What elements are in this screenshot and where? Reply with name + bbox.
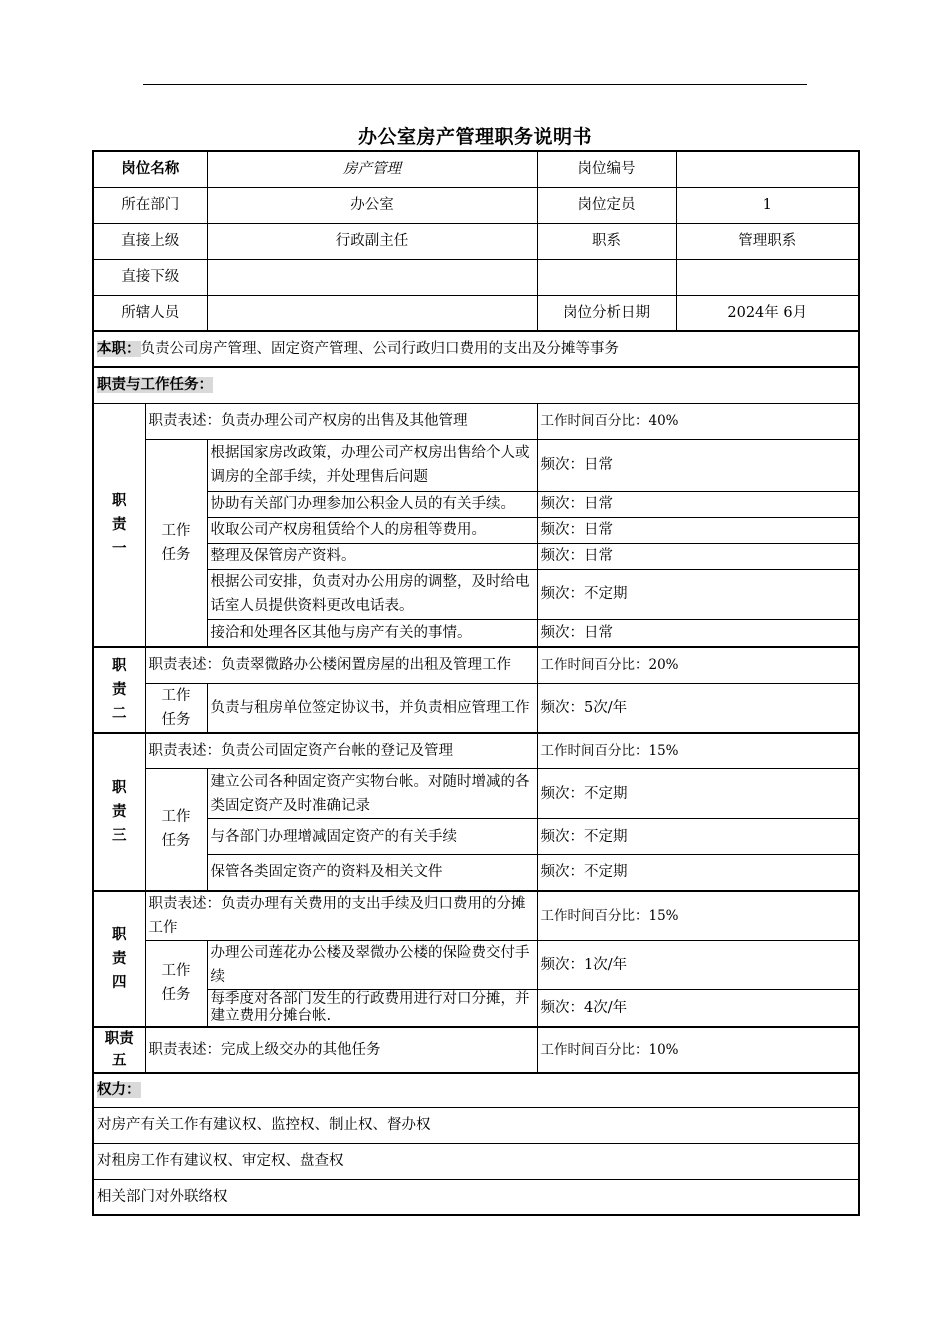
duty-1-task-2-freq: 频次：日常 [537,491,859,517]
duty-1-task-1 [93,439,859,491]
duty-3-label: 职责三 [93,733,145,891]
duty-2-label: 职责二 [93,647,145,733]
row-core-duty [93,331,859,367]
duty-1-task-5-freq: 频次：不定期 [537,569,859,619]
superior-value: 行政副主任 [207,223,537,259]
duty-3-task-3-freq: 频次：不定期 [537,855,859,891]
job-description-sheet [92,150,858,1216]
duty-1-task-3-text: 收取公司产权房租赁给个人的房租等费用。 [207,517,537,543]
authority-heading: 权力： [97,1082,141,1099]
authority-item-row [93,1107,859,1143]
duty-4-task-2 [93,989,859,1027]
job-description-table [92,150,860,1216]
authority-item-row [93,1179,859,1215]
duty-4-task-1-freq: 频次：1次/年 [537,940,859,989]
row-subordinate [93,259,859,295]
duty-1-task-6-freq: 频次：日常 [537,619,859,647]
duty-1-task-5-text: 根据公司安排，负责对办公用房的调整，及时给电话室人员提供资料更改电话表。 [207,569,537,619]
position-name-label: 岗位名称 [93,151,207,187]
duty-3-desc: 职责表述：负责公司固定资产台帐的登记及管理 [145,733,537,769]
row-staff [93,295,859,331]
authority-heading-row [93,1073,859,1107]
duty-4-task-label: 工作任务 [145,940,207,1027]
duty-3-task-3-text: 保管各类固定资产的资料及相关文件 [207,855,537,891]
duty-4-desc-row [93,891,859,941]
dept-value: 办公室 [207,187,537,223]
analysis-date-label: 岗位分析日期 [537,295,676,331]
duty-1-task-3 [93,517,859,543]
duty-3-task-2 [93,819,859,855]
core-duty-label: 本职： [97,341,141,357]
row-dept [93,187,859,223]
duty-3-desc-row [93,733,859,769]
headcount-value: 1 [676,187,859,223]
duty-1-desc: 职责表述：负责办理公司产权房的出售及其他管理 [145,403,537,439]
duty-1-task-1-text: 根据国家房改政策，办理公司产权房出售给个人或调房的全部手续，并处理售后问题 [207,439,537,491]
duty-3-task-2-text: 与各部门办理增减固定资产的有关手续 [207,819,537,855]
duty-1-task-6 [93,619,859,647]
subordinate-label: 直接下级 [93,259,207,295]
duty-2-desc-row [93,647,859,683]
row-position-name [93,151,859,187]
authority-item-3: 相关部门对外联络权 [93,1179,859,1215]
staff-value [207,295,537,331]
duty-3-task-label: 工作任务 [145,769,207,891]
duty-4-desc: 职责表述：负责办理有关费用的支出手续及归口费用的分摊工作 [145,891,537,941]
duty-3-task-1-freq: 频次：不定期 [537,769,859,819]
authority-item-row [93,1143,859,1179]
duty-3-pct: 工作时间百分比：15% [537,733,859,769]
authority-heading-cell [93,1073,859,1107]
core-duty-text: 负责公司房产管理、固定资产管理、公司行政归口费用的支出及分摊等事务 [140,341,619,357]
duty-1-label: 职责一 [93,403,145,647]
duty-1-task-3-freq: 频次：日常 [537,517,859,543]
staff-label: 所辖人员 [93,295,207,331]
position-name-value: 房产管理 [207,151,537,187]
duty-5-pct: 工作时间百分比：10% [537,1027,859,1073]
authority-item-2: 对租房工作有建议权、审定权、盘查权 [93,1143,859,1179]
superior-label: 直接上级 [93,223,207,259]
duty-1-task-2-text: 协助有关部门办理参加公积金人员的有关手续。 [207,491,537,517]
job-family-value: 管理职系 [676,223,859,259]
blank-cell [676,259,859,295]
duty-4-task-1 [93,940,859,989]
duty-3-task-1 [93,769,859,819]
job-family-label: 职系 [537,223,676,259]
duty-1-task-label: 工作任务 [145,439,207,647]
duty-3-task-1-text: 建立公司各种固定资产实物台帐。对随时增减的各类固定资产及时准确记录 [207,769,537,819]
duty-1-task-4 [93,543,859,569]
duty-4-task-1-text: 办理公司莲花办公楼及翠微办公楼的保险费交付手续 [207,940,537,989]
duty-2-task-1 [93,683,859,733]
duty-2-task-1-freq: 频次：5次/年 [537,683,859,733]
duty-2-task-1-text: 负责与租房单位签定协议书，并负责相应管理工作 [207,683,537,733]
duty-1-task-6-text: 接洽和处理各区其他与房产有关的事情。 [207,619,537,647]
duty-1-task-1-freq: 频次：日常 [537,439,859,491]
blank-cell [537,259,676,295]
duty-1-task-4-text: 整理及保管房产资料。 [207,543,537,569]
duties-heading-cell [93,367,859,403]
duty-3-task-3 [93,855,859,891]
row-superior [93,223,859,259]
duty-1-desc-row [93,403,859,439]
duty-5-desc: 职责表述：完成上级交办的其他任务 [145,1027,537,1073]
duty-1-task-2 [93,491,859,517]
duty-4-pct: 工作时间百分比：15% [537,891,859,941]
headcount-label: 岗位定员 [537,187,676,223]
analysis-date-value: 2024年 6月 [676,295,859,331]
subordinate-value [207,259,537,295]
duty-2-pct: 工作时间百分比：20% [537,647,859,683]
row-duties-heading [93,367,859,403]
duty-3-task-2-freq: 频次：不定期 [537,819,859,855]
duty-5-label: 职责五 [93,1027,145,1073]
duty-4-label: 职责四 [93,891,145,1028]
duty-1-pct: 工作时间百分比：40% [537,403,859,439]
duty-5-desc-row [93,1027,859,1073]
document-title: 办公室房产管理职务说明书 [357,126,592,148]
duty-2-desc: 职责表述：负责翠微路办公楼闲置房屋的出租及管理工作 [145,647,537,683]
position-no-value [676,151,859,187]
duty-1-task-5 [93,569,859,619]
core-duty [93,331,859,367]
duty-1-task-4-freq: 频次：日常 [537,543,859,569]
duty-2-task-label: 工作任务 [145,683,207,733]
authority-item-1: 对房产有关工作有建议权、监控权、制止权、督办权 [93,1107,859,1143]
position-no-label: 岗位编号 [537,151,676,187]
dept-label: 所在部门 [93,187,207,223]
duties-heading: 职责与工作任务： [97,377,213,394]
duty-4-task-2-text: 每季度对各部门发生的行政费用进行对口分摊，并建立费用分摊台帐. [207,989,537,1027]
header-rule [143,84,807,85]
duty-4-task-2-freq: 频次：4次/年 [537,989,859,1027]
